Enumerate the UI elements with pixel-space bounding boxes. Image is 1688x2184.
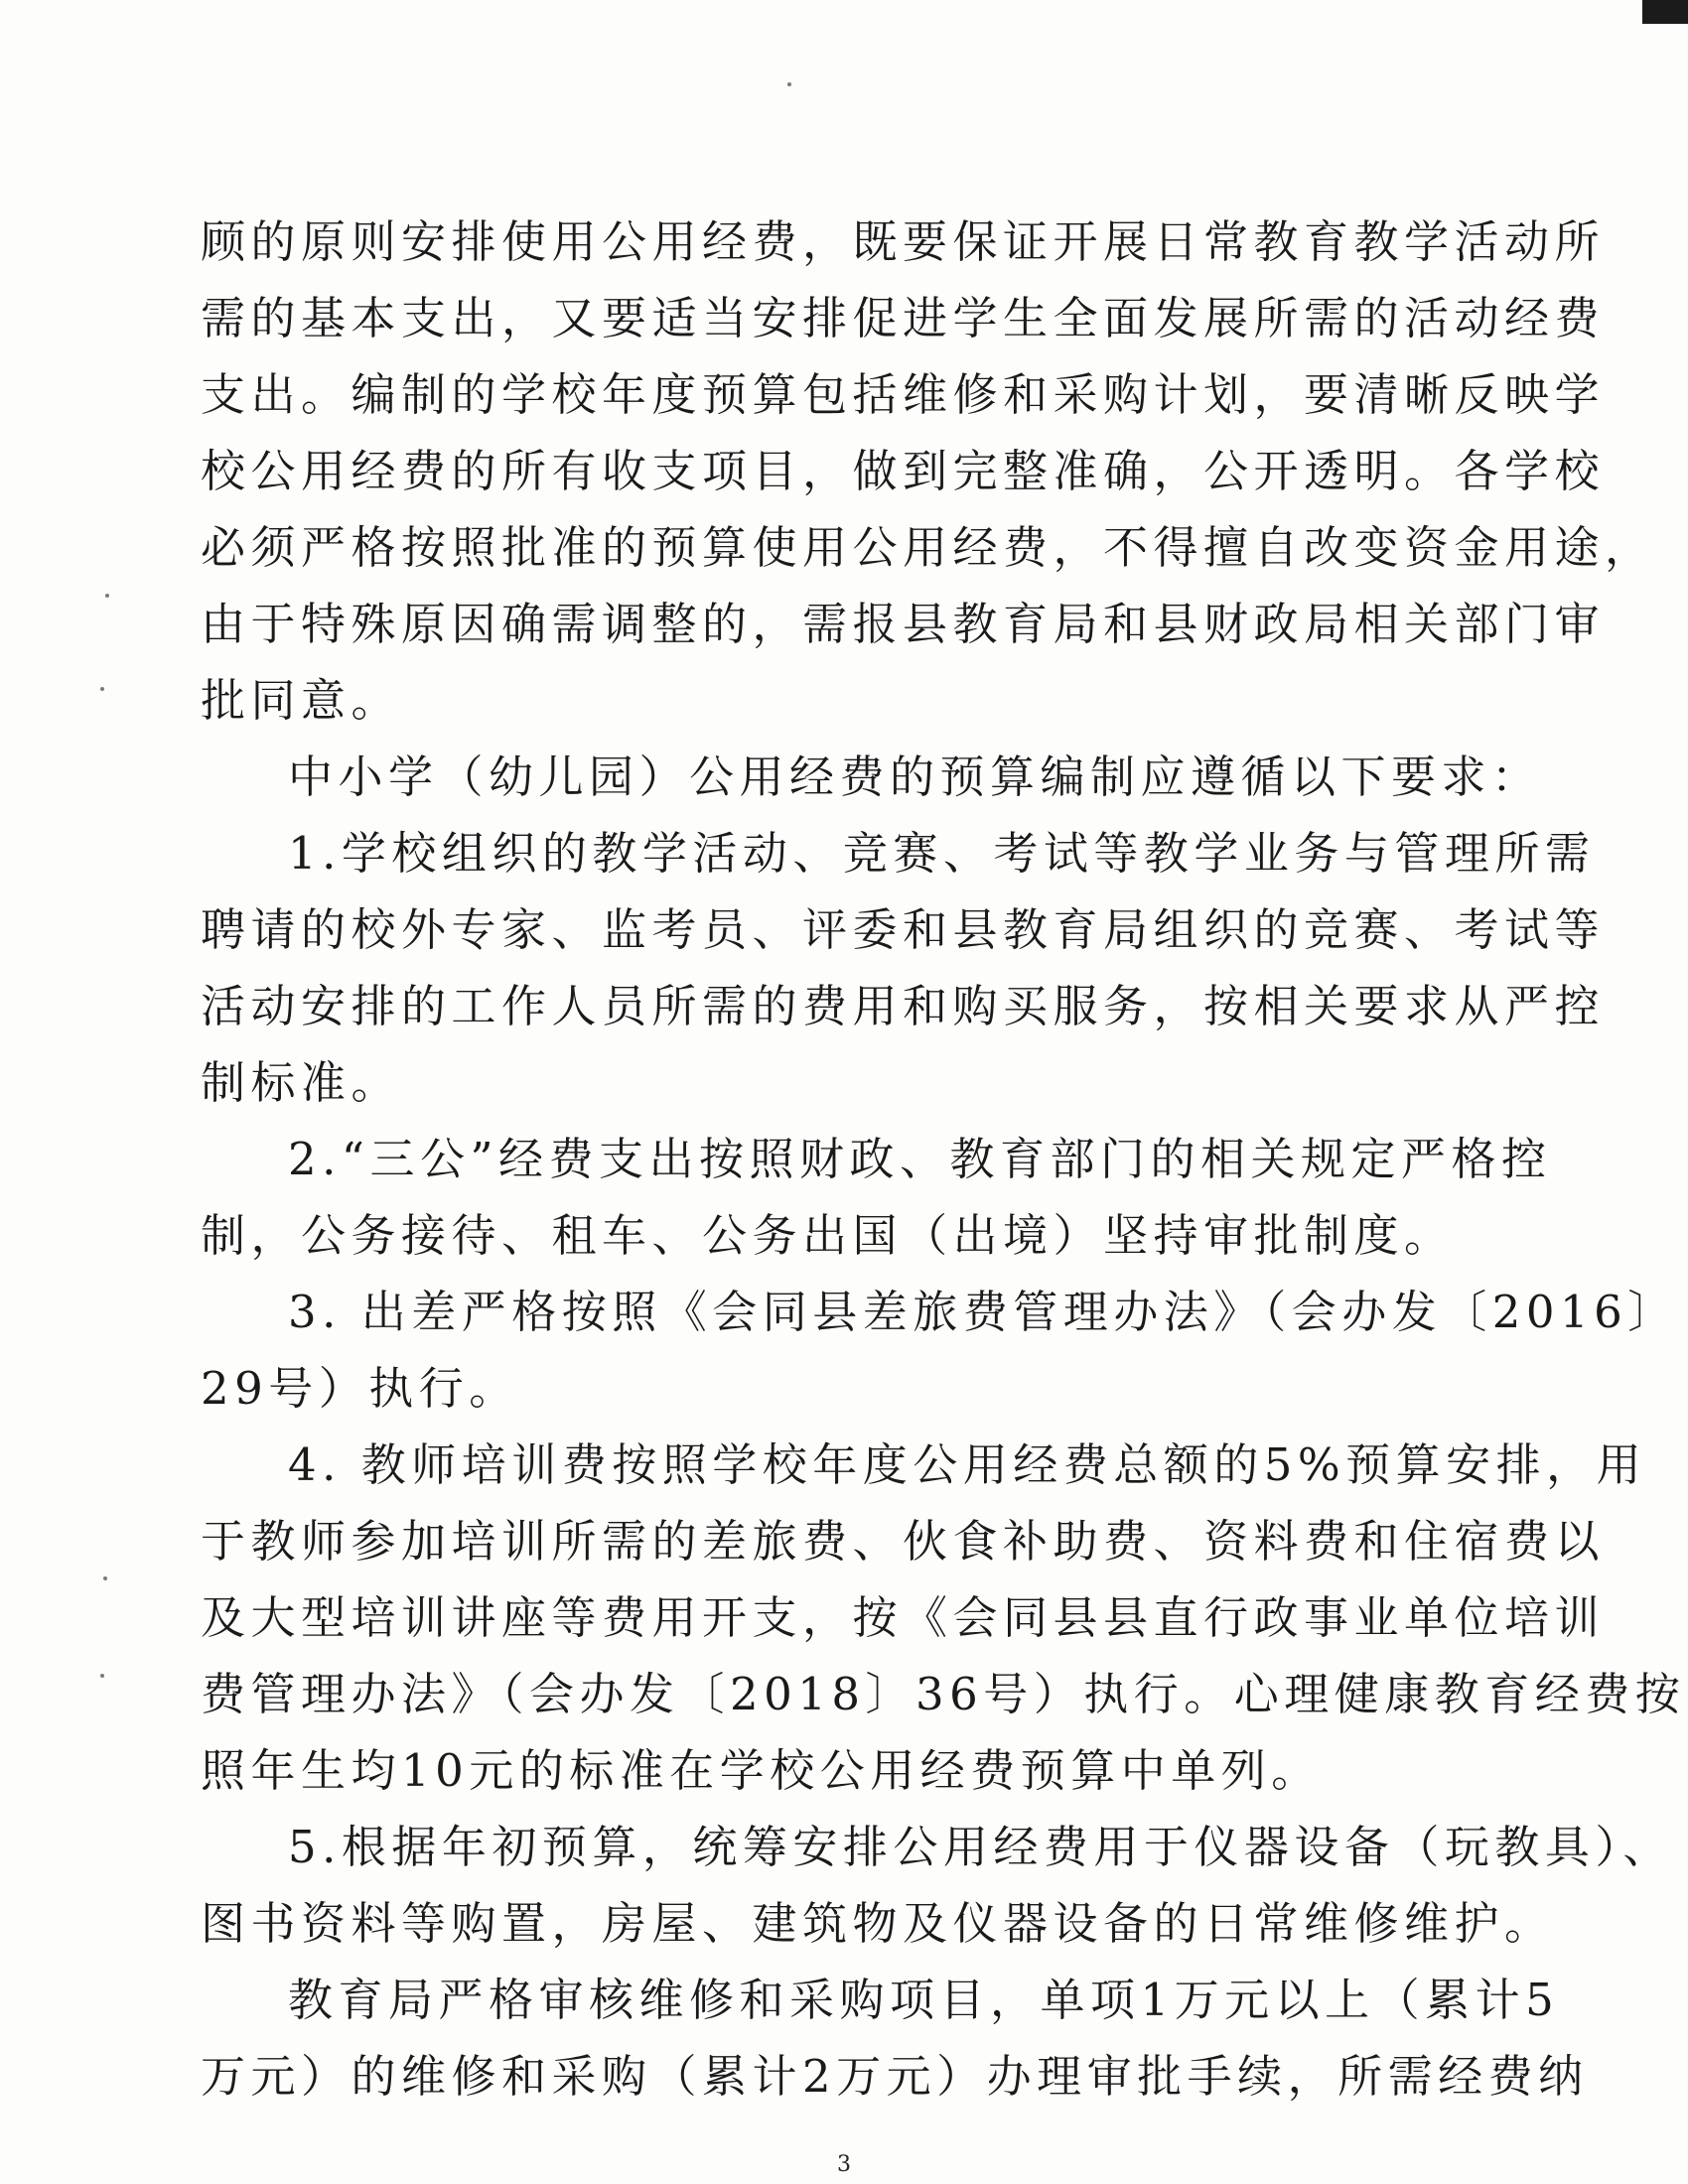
scan-edge-mark <box>1642 0 1688 24</box>
text-line: 及大型培训讲座等费用开支，按《会同县县直行政事业单位培训 <box>201 1591 1606 1644</box>
list-item-2-line: 2.“三公”经费支出按照财政、教育部门的相关规定严格控 <box>288 1133 1552 1185</box>
page-number: 3 <box>837 2152 851 2177</box>
text-line: 校公用经费的所有收支项目，做到完整准确，公开透明。各学校 <box>201 445 1606 497</box>
list-item-5-line: 5.根据年初预算，统筹安排公用经费用于仪器设备（玩教具）、 <box>288 1821 1673 1873</box>
list-item-4-line: 4. 教师培训费按照学校年度公用经费总额的5%预算安排，用 <box>288 1438 1647 1491</box>
body-text <box>201 204 1686 2115</box>
scan-speck <box>100 1674 104 1678</box>
scan-speck <box>105 594 109 598</box>
paragraph-start-line: 教育局严格审核维修和采购项目，单项1万元以上（累计5 <box>288 1974 1560 2026</box>
text-line: 于教师参加培训所需的差旅费、伙食补助费、资料费和住宿费以 <box>201 1515 1606 1568</box>
text-line: 制标准。 <box>201 1056 402 1109</box>
text-line: 聘请的校外专家、监考员、评委和县教育局组织的竞赛、考试等 <box>201 903 1606 956</box>
text-line: 图书资料等购置，房屋、建筑物及仪器设备的日常维修维护。 <box>201 1897 1555 1950</box>
text-line: 支出。编制的学校年度预算包括维修和采购计划，要清晰反映学 <box>201 368 1606 421</box>
text-line: 制，公务接待、租车、公务出国（出境）坚持审批制度。 <box>201 1209 1455 1262</box>
text-line: 万元）的维修和采购（累计2万元）办理审批手续，所需经费纳 <box>201 2050 1589 2103</box>
scan-speck <box>103 1576 107 1580</box>
text-line: 29号）执行。 <box>201 1362 519 1415</box>
text-line: 顾的原则安排使用公用经费，既要保证开展日常教育教学活动所 <box>201 215 1606 268</box>
text-line: 费管理办法》（会办发〔2018〕36号）执行。心理健康教育经费按 <box>201 1668 1686 1720</box>
text-line: 必须严格按照批准的预算使用公用经费，不得擅自改变资金用途， <box>201 521 1655 574</box>
list-item-1-line: 1.学校组织的教学活动、竞赛、考试等教学业务与管理所需 <box>288 827 1596 880</box>
paragraph-start-line: 中小学（幼儿园）公用经费的预算编制应遵循以下要求： <box>288 751 1542 803</box>
text-line: 需的基本支出，又要适当安排促进学生全面发展所需的活动经费 <box>201 292 1606 344</box>
text-line: 由于特殊原因确需调整的，需报县教育局和县财政局相关部门审 <box>201 598 1606 650</box>
list-item-3-line: 3. 出差严格按照《会同县差旅费管理办法》（会办发〔2016〕 <box>288 1286 1678 1338</box>
text-line: 活动安排的工作人员所需的费用和购买服务，按相关要求从严控 <box>201 980 1606 1032</box>
scan-speck <box>787 82 791 86</box>
text-line: 照年生均10元的标准在学校公用经费预算中单列。 <box>201 1744 1322 1797</box>
text-line: 批同意。 <box>201 674 402 727</box>
scan-speck <box>100 687 104 691</box>
